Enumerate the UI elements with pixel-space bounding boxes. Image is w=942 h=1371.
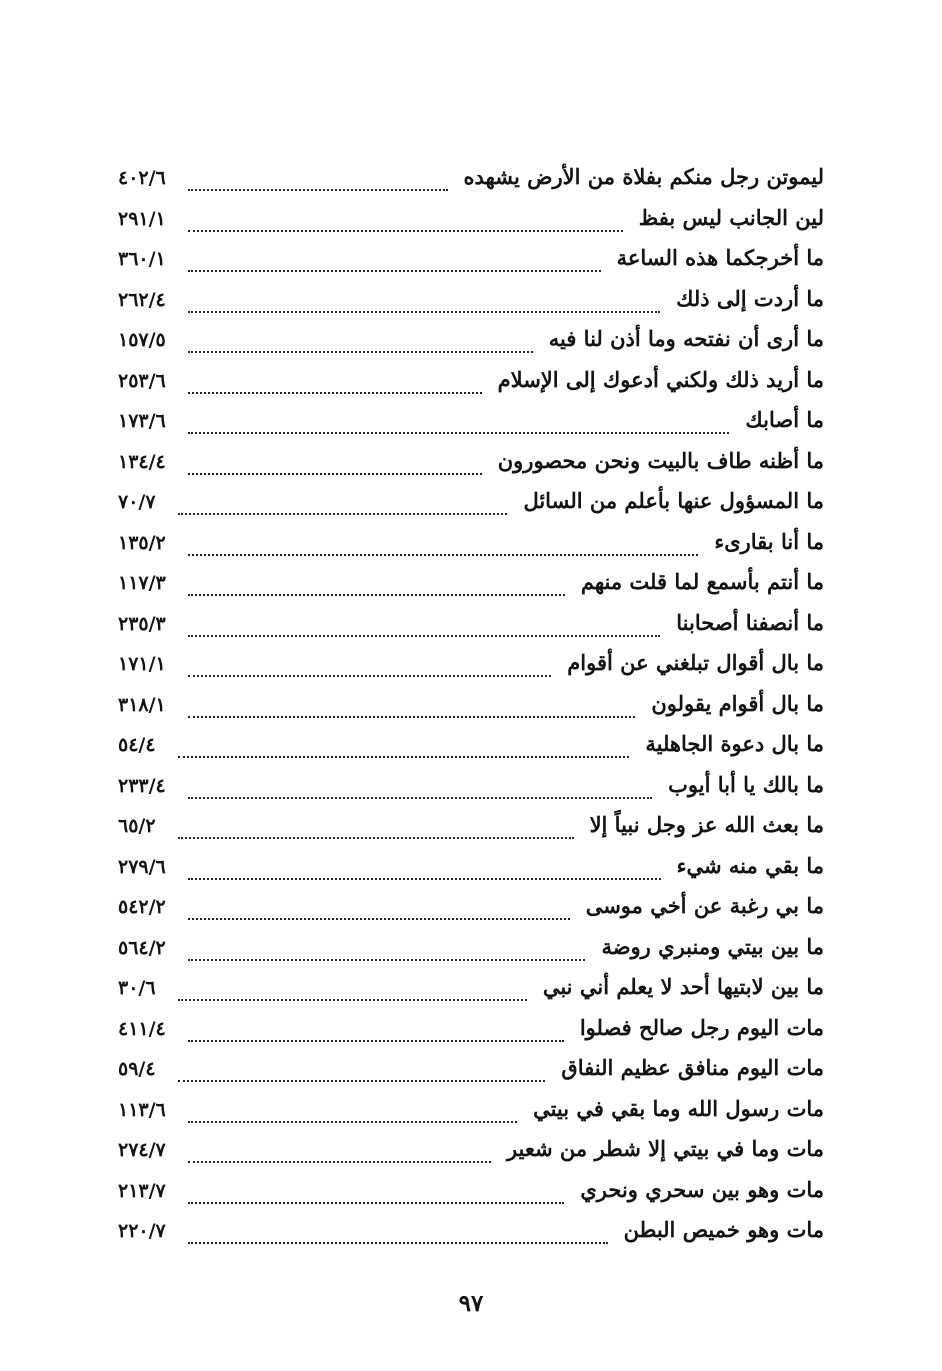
dot-leader xyxy=(188,432,730,434)
entry-text: ما أريد ذلك ولكني أدعوك إلى الإسلام xyxy=(497,366,824,392)
entry-reference: ١١٣/٦ xyxy=(118,1098,166,1121)
dot-leader xyxy=(178,837,574,839)
index-entry xyxy=(118,407,824,448)
index-entry xyxy=(118,610,824,651)
index-entry xyxy=(118,326,824,367)
entry-text: لين الجانب ليس بفظ xyxy=(638,204,824,230)
entry-reference: ٢٢٠/٧ xyxy=(118,1220,166,1242)
entry-text: ليموتن رجل منكم بفلاة من الأرض يشهده xyxy=(463,164,824,189)
dot-leader xyxy=(188,270,601,272)
dot-leader xyxy=(188,635,661,637)
entry-reference: ٣٦٠/١ xyxy=(118,248,166,270)
entry-text: مات اليوم رجل صالح فصلوا xyxy=(579,1014,824,1040)
entry-text: مات اليوم منافق عظيم النفاق xyxy=(561,1055,824,1080)
entry-reference: ٧٠/٧ xyxy=(118,491,156,513)
entry-text: ما أنا بقارىء xyxy=(714,528,824,554)
entry-text: ما أصابك xyxy=(745,407,824,432)
index-entry xyxy=(118,1015,824,1056)
index-entry xyxy=(118,812,824,853)
entry-text: ما بقي منه شيء xyxy=(676,852,824,878)
index-entry xyxy=(118,1217,824,1258)
page-number: ٩٧ xyxy=(458,1290,484,1317)
dot-leader xyxy=(178,1080,546,1082)
dot-leader xyxy=(188,675,552,677)
entry-text: مات وهو بين سحري ونحري xyxy=(580,1176,824,1202)
index-entry xyxy=(118,853,824,894)
entry-reference: ٢٥٣/٦ xyxy=(118,369,166,392)
dot-leader xyxy=(188,189,448,191)
entry-reference: ١٧٣/٦ xyxy=(118,410,166,432)
index-entry xyxy=(118,1177,824,1218)
entry-text: ما أرى أن نفتحه وما أذن لنا فيه xyxy=(548,326,824,351)
index-entry xyxy=(118,488,824,529)
index-entry xyxy=(118,529,824,570)
index-entry xyxy=(118,245,824,286)
entry-text: ما أخرجكما هذه الساعة xyxy=(616,245,824,270)
index-entry xyxy=(118,164,824,205)
index-entry xyxy=(118,367,824,408)
dot-leader xyxy=(188,1161,491,1163)
dot-leader xyxy=(188,1040,564,1042)
entry-text: ما بين لابتيها أحد لا يعلم أني نبي xyxy=(542,974,824,999)
entry-text: مات وهو خميص البطن xyxy=(623,1217,824,1242)
entry-reference: ٥٩/٤ xyxy=(118,1058,156,1080)
index-list xyxy=(118,164,824,1258)
index-entry xyxy=(118,448,824,489)
dot-leader xyxy=(188,1242,608,1244)
entry-text: ما بعث الله عز وجل نبياً إلا xyxy=(589,812,824,837)
index-entry xyxy=(118,286,824,327)
index-entry xyxy=(118,691,824,732)
index-entry xyxy=(118,569,824,610)
entry-text: ما بال أقوال تبلغني عن أقوام xyxy=(567,650,824,675)
entry-reference: ٦٥/٢ xyxy=(118,815,156,837)
index-entry xyxy=(118,650,824,691)
entry-reference: ٥٦٤/٢ xyxy=(118,936,166,959)
entry-text: ما أنصفنا أصحابنا xyxy=(676,609,824,635)
entry-reference: ١٣٤/٤ xyxy=(118,450,166,473)
entry-reference: ٢٣٥/٣ xyxy=(118,612,166,635)
dot-leader xyxy=(188,473,482,475)
entry-reference: ٢٧٤/٧ xyxy=(118,1139,166,1161)
entry-text: ما أردت إلى ذلك xyxy=(676,285,824,311)
entry-reference: ٢٦٢/٤ xyxy=(118,288,166,311)
entry-text: مات رسول الله وما بقي في بيتي xyxy=(533,1095,824,1121)
index-entry xyxy=(118,205,824,246)
entry-reference: ٢٧٩/٦ xyxy=(118,855,166,878)
dot-leader xyxy=(178,513,508,515)
entry-reference: ٢١٣/٧ xyxy=(118,1179,166,1202)
entry-text: ما بي رغبة عن أخي موسى xyxy=(585,893,824,918)
index-entry xyxy=(118,934,824,975)
index-entry xyxy=(118,1136,824,1177)
dot-leader xyxy=(188,716,636,718)
index-entry xyxy=(118,974,824,1015)
dot-leader xyxy=(188,1121,517,1123)
dot-leader xyxy=(188,959,586,961)
dot-leader xyxy=(188,392,482,394)
dot-leader xyxy=(188,351,533,353)
index-entry xyxy=(118,1096,824,1137)
dot-leader xyxy=(178,999,527,1001)
dot-leader xyxy=(188,797,652,799)
entry-text: ما بين بيتي ومنبري روضة xyxy=(601,933,824,959)
entry-reference: ٢٣٣/٤ xyxy=(118,774,166,797)
entry-text: ما بال أقوام يقولون xyxy=(651,690,824,716)
index-entry xyxy=(118,893,824,934)
dot-leader xyxy=(188,311,660,313)
entry-text: ما أنتم بأسمع لما قلت منهم xyxy=(580,569,824,594)
entry-text: ما أظنه طاف بالبيت ونحن محصورون xyxy=(497,447,824,473)
entry-reference: ١٣٥/٢ xyxy=(118,531,166,554)
index-entry xyxy=(118,772,824,813)
dot-leader xyxy=(188,554,699,556)
entry-text: ما بالك يا أبا أيوب xyxy=(668,771,824,797)
entry-reference: ١٧١/١ xyxy=(118,653,166,675)
entry-reference: ١١٧/٣ xyxy=(118,572,166,594)
dot-leader xyxy=(188,878,661,880)
entry-text: ما بال دعوة الجاهلية xyxy=(645,731,824,756)
index-entry xyxy=(118,731,824,772)
entry-reference: ٣٠/٦ xyxy=(118,977,156,999)
entry-reference: ١٥٧/٥ xyxy=(118,329,166,351)
entry-reference: ٤١١/٤ xyxy=(118,1017,166,1040)
entry-reference: ٤٠٢/٦ xyxy=(118,167,166,189)
dot-leader xyxy=(188,230,623,232)
index-entry xyxy=(118,1055,824,1096)
entry-text: ما المسؤول عنها بأعلم من السائل xyxy=(523,488,824,513)
entry-reference: ٥٤/٤ xyxy=(118,734,156,756)
dot-leader xyxy=(188,594,565,596)
dot-leader xyxy=(188,1202,565,1204)
entry-reference: ٣١٨/١ xyxy=(118,693,166,716)
entry-text: مات وما في بيتي إلا شطر من شعير xyxy=(506,1136,824,1161)
entry-reference: ٢٩١/١ xyxy=(118,207,166,230)
entry-reference: ٥٤٢/٢ xyxy=(118,896,166,918)
dot-leader xyxy=(188,918,570,920)
dot-leader xyxy=(178,756,630,758)
